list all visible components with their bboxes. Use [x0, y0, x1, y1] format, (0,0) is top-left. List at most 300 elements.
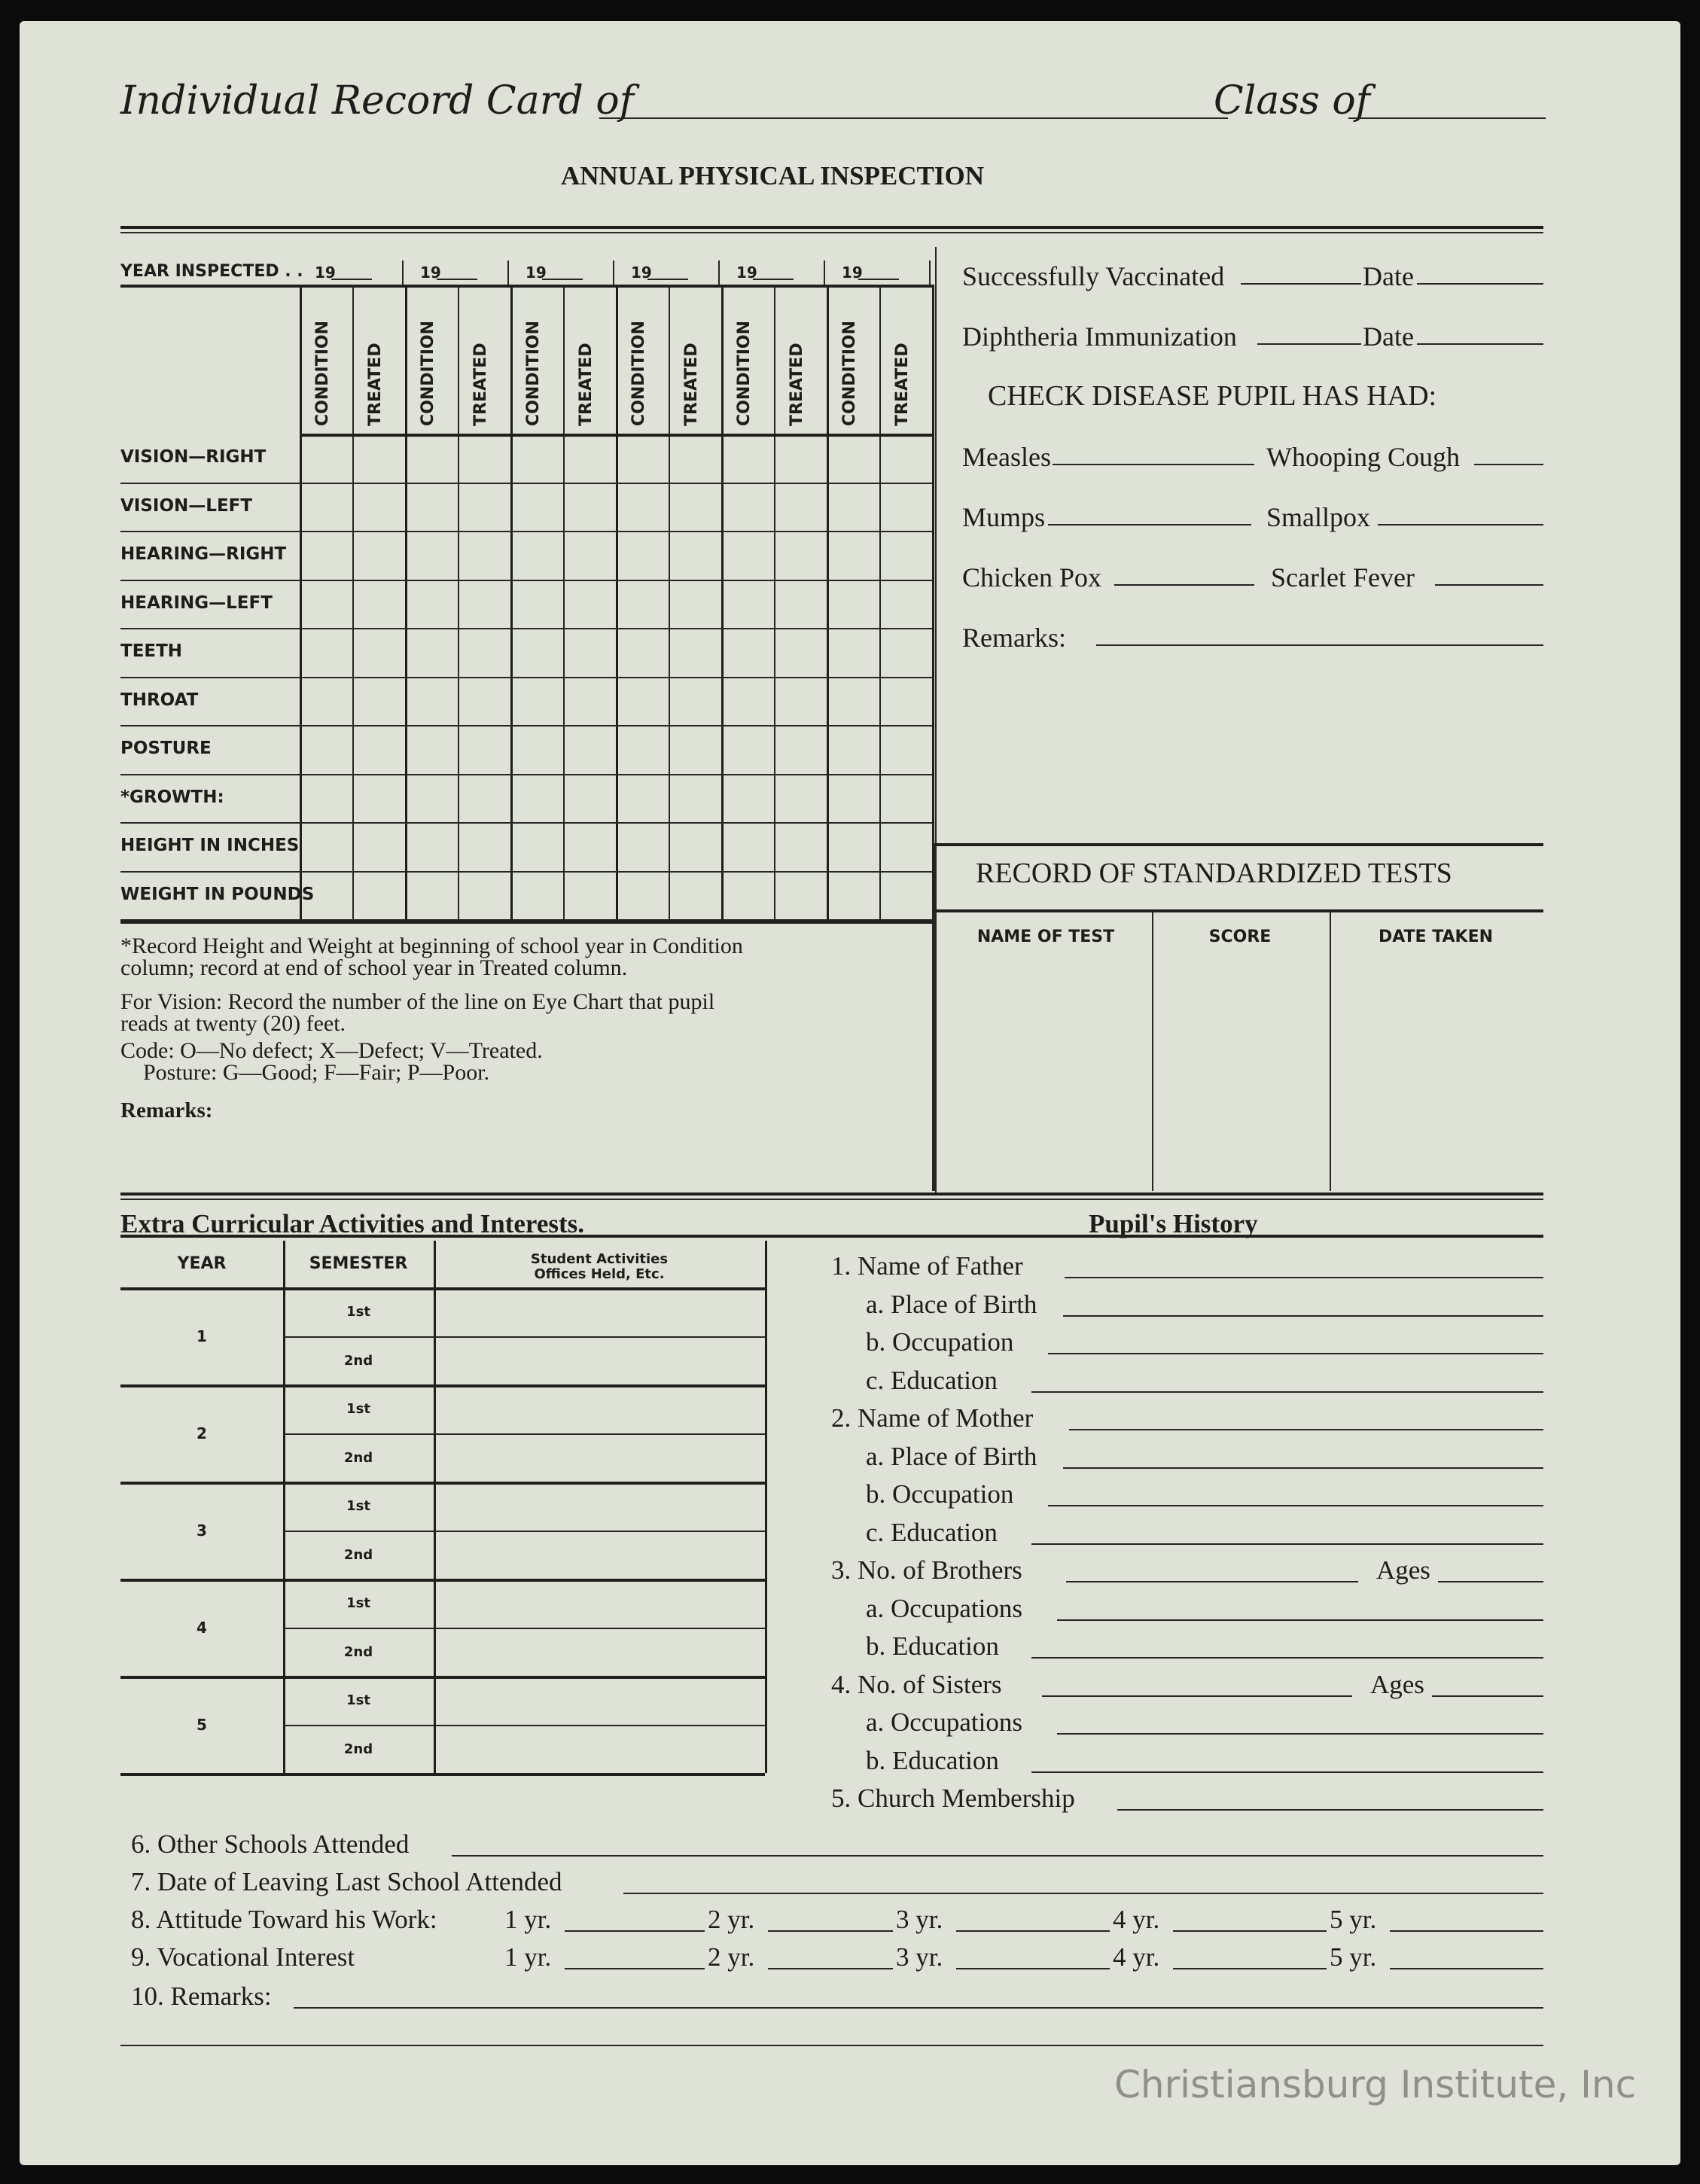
whooping-line[interactable]: [1474, 464, 1543, 465]
inspection-row-label: HEIGHT IN INCHES: [120, 836, 300, 855]
inspection-cell[interactable]: [565, 678, 614, 724]
inspection-cell[interactable]: [301, 532, 351, 578]
class-label: Class of: [1214, 78, 1370, 123]
activity-entry[interactable]: [437, 1485, 762, 1528]
inspection-cell[interactable]: [301, 726, 351, 772]
history-line[interactable]: [1031, 1771, 1543, 1773]
col-condition: CONDITION: [313, 320, 332, 426]
history-label-a-birth: a. Place of Birth: [866, 1441, 1037, 1471]
inspection-row-label: WEIGHT IN POUNDS: [120, 884, 315, 904]
activity-entry[interactable]: [437, 1387, 762, 1430]
history-label-b-education: b. Education: [866, 1745, 999, 1775]
history-line[interactable]: [1117, 1809, 1543, 1811]
section-divider: [932, 902, 934, 1191]
history-label-c-education: c. Education: [866, 1517, 998, 1547]
inspection-cell[interactable]: [881, 678, 931, 724]
year-5-label: 5 yr.: [1330, 1942, 1377, 1972]
history-heading: Pupil's History: [1089, 1209, 1258, 1238]
history-line[interactable]: [1057, 1619, 1543, 1621]
inspection-cell[interactable]: [512, 824, 562, 870]
activity-entry[interactable]: [437, 1582, 762, 1625]
inspection-cell[interactable]: [723, 435, 772, 481]
check-disease-heading: CHECK DISEASE PUPIL HAS HAD:: [988, 380, 1437, 412]
inspection-cell[interactable]: [670, 824, 720, 870]
class-line[interactable]: [1348, 117, 1546, 119]
history-line[interactable]: [1066, 1581, 1358, 1582]
inspection-cell[interactable]: [407, 873, 456, 918]
inspection-cell[interactable]: [775, 581, 825, 627]
inspection-cell[interactable]: [617, 629, 667, 675]
activity-entry[interactable]: [437, 1631, 762, 1674]
activity-year: 4: [197, 1618, 207, 1637]
inspection-cell[interactable]: [407, 435, 456, 481]
inspection-cell[interactable]: [354, 775, 404, 821]
inspection-cell[interactable]: [565, 726, 614, 772]
inspection-cell[interactable]: [617, 435, 667, 481]
inspection-cell[interactable]: [354, 581, 404, 627]
history-label-church: 5. Church Membership: [831, 1783, 1075, 1813]
diphtheria-line[interactable]: [1257, 343, 1361, 345]
inspection-cell[interactable]: [459, 435, 509, 481]
inspection-cell[interactable]: [354, 726, 404, 772]
activity-entry[interactable]: [437, 1436, 762, 1479]
year-4-label: 4 yr.: [1113, 1942, 1160, 1972]
divider: [120, 226, 1543, 229]
inspection-row-label: TEETH: [120, 641, 183, 661]
year-line[interactable]: [858, 279, 899, 280]
inspection-cell[interactable]: [723, 484, 772, 530]
col-treated: TREATED: [788, 343, 806, 426]
inspection-cell[interactable]: [881, 775, 931, 821]
col-treated: TREATED: [682, 343, 701, 426]
inspection-cell[interactable]: [354, 484, 404, 530]
inspection-cell[interactable]: [775, 726, 825, 772]
grid-rule: [120, 921, 932, 924]
inspection-cell[interactable]: [828, 824, 878, 870]
history-line[interactable]: [1069, 1429, 1543, 1430]
inspection-cell[interactable]: [354, 532, 404, 578]
inspection-cell[interactable]: [828, 678, 878, 724]
semester-first: 1st: [346, 1595, 370, 1611]
history-label-b-education: b. Education: [866, 1631, 999, 1661]
remarks-line[interactable]: [1096, 644, 1543, 646]
semester-second: 2nd: [343, 1546, 373, 1563]
year-5-label: 5 yr.: [1330, 1905, 1377, 1934]
history-label-c-education: c. Education: [866, 1365, 998, 1395]
inspection-cell[interactable]: [881, 873, 931, 918]
year-3-label: 3 yr.: [896, 1942, 943, 1972]
inspection-cell[interactable]: [459, 873, 509, 918]
inspection-cell[interactable]: [828, 873, 878, 918]
inspection-cell[interactable]: [354, 678, 404, 724]
inspection-cell[interactable]: [301, 435, 351, 481]
activities-row-line: [283, 1725, 765, 1726]
year-tick: [718, 260, 720, 286]
inspection-cell[interactable]: [881, 824, 931, 870]
divider: [935, 909, 1543, 912]
inspection-cell[interactable]: [881, 629, 931, 675]
inspection-cell[interactable]: [670, 581, 720, 627]
inspection-cell[interactable]: [775, 435, 825, 481]
inspection-cell[interactable]: [512, 873, 562, 918]
inspection-cell[interactable]: [828, 629, 878, 675]
note-line: For Vision: Record the number of the line on Eye Chart that pupil: [120, 989, 715, 1014]
inspection-cell[interactable]: [407, 726, 456, 772]
inspection-cell[interactable]: [723, 824, 772, 870]
col-treated: TREATED: [366, 343, 385, 426]
year-2-label: 2 yr.: [708, 1942, 755, 1972]
year-tick: [824, 260, 825, 286]
inspection-cell[interactable]: [301, 824, 351, 870]
year-tick: [402, 260, 404, 286]
inspection-cell[interactable]: [459, 484, 509, 530]
history-line[interactable]: [1031, 1543, 1543, 1545]
history-line[interactable]: [1048, 1353, 1543, 1354]
semester-first: 1st: [346, 1692, 370, 1708]
activity-entry[interactable]: [437, 1534, 762, 1576]
inspection-cell[interactable]: [775, 678, 825, 724]
chickenpox-label: Chicken Pox: [962, 562, 1101, 592]
year-line[interactable]: [542, 279, 583, 280]
year-cell[interactable]: 19: [842, 263, 863, 282]
inspection-cell[interactable]: [881, 726, 931, 772]
year-line[interactable]: [331, 279, 372, 280]
whooping-label: Whooping Cough: [1266, 442, 1460, 472]
remarks-label: Remarks:: [962, 623, 1066, 653]
inspection-cell[interactable]: [775, 629, 825, 675]
history-line[interactable]: [1031, 1657, 1543, 1659]
tests-heading: RECORD OF STANDARDIZED TESTS: [976, 857, 1452, 889]
history-line[interactable]: [1031, 1391, 1543, 1393]
year-tick: [929, 260, 931, 286]
history-label-a-birth: a. Place of Birth: [866, 1289, 1037, 1319]
inspection-cell[interactable]: [565, 435, 614, 481]
inspection-cell[interactable]: [459, 532, 509, 578]
year-cell[interactable]: 19: [315, 263, 336, 282]
activity-entry[interactable]: [437, 1728, 762, 1771]
vocational-label: 9. Vocational Interest: [131, 1942, 355, 1972]
year-tick: [507, 260, 509, 286]
inspection-row-label: THROAT: [120, 690, 199, 710]
activities-row-line: [283, 1433, 765, 1435]
section-divider: [935, 247, 937, 1193]
attitude-label: 8. Attitude Toward his Work:: [131, 1905, 437, 1934]
inspection-cell[interactable]: [775, 532, 825, 578]
divider: [935, 843, 1543, 846]
inspection-cell[interactable]: [512, 726, 562, 772]
inspection-cell[interactable]: [459, 775, 509, 821]
col-date-taken: DATE TAKEN: [1378, 928, 1494, 946]
inspection-cell[interactable]: [670, 484, 720, 530]
activity-entry[interactable]: [437, 1339, 762, 1382]
activity-year: 5: [197, 1715, 207, 1734]
inspection-cell[interactable]: [407, 484, 456, 530]
inspection-cell[interactable]: [828, 775, 878, 821]
year-1-line[interactable]: [565, 1930, 705, 1932]
inspection-cell[interactable]: [407, 532, 456, 578]
inspection-cell[interactable]: [407, 678, 456, 724]
activities-col-line: [765, 1241, 767, 1773]
remarks-label: Remarks:: [120, 1098, 213, 1122]
scarlet-label: Scarlet Fever: [1271, 562, 1415, 592]
activity-year: 1: [197, 1327, 207, 1345]
activity-year: 3: [197, 1521, 207, 1540]
name-line[interactable]: [599, 117, 1228, 119]
year-1-line[interactable]: [565, 1968, 705, 1969]
inspection-cell[interactable]: [775, 484, 825, 530]
col-treated: TREATED: [577, 343, 596, 426]
inspection-cell[interactable]: [354, 629, 404, 675]
record-card: [20, 21, 1680, 2165]
inspection-cell[interactable]: [723, 629, 772, 675]
ages-label: Ages: [1376, 1555, 1430, 1585]
year-inspected-label: YEAR INSPECTED . .: [120, 262, 303, 281]
inspection-cell[interactable]: [723, 726, 772, 772]
inspection-row-label: POSTURE: [120, 739, 212, 758]
year-cell[interactable]: 19: [631, 263, 652, 282]
inspection-cell[interactable]: [670, 435, 720, 481]
year-4-line[interactable]: [1173, 1930, 1327, 1932]
divider: [120, 1235, 1543, 1238]
inspection-cell[interactable]: [617, 581, 667, 627]
col-year: YEAR: [177, 1254, 227, 1273]
activities-heading: Extra Curricular Activities and Interests.: [120, 1209, 585, 1238]
col-semester: SEMESTER: [309, 1254, 408, 1273]
inspection-cell[interactable]: [828, 581, 878, 627]
history-line[interactable]: [1048, 1505, 1543, 1506]
year-line[interactable]: [753, 279, 794, 280]
inspection-cell[interactable]: [512, 435, 562, 481]
inspection-cell[interactable]: [617, 824, 667, 870]
vaccinated-label: Successfully Vaccinated: [962, 261, 1225, 291]
history-label-b-occupation: b. Occupation: [866, 1327, 1014, 1357]
inspection-cell[interactable]: [565, 484, 614, 530]
activities-row-line: [283, 1336, 765, 1338]
col-treated: TREATED: [471, 343, 490, 426]
inspection-cell[interactable]: [301, 678, 351, 724]
semester-first: 1st: [346, 1498, 370, 1514]
history-line[interactable]: [1063, 1315, 1543, 1317]
year-2-line[interactable]: [768, 1930, 893, 1932]
col-score: SCORE: [1208, 928, 1272, 946]
col-condition: CONDITION: [735, 320, 754, 426]
inspection-cell[interactable]: [723, 678, 772, 724]
ages-line[interactable]: [1432, 1695, 1543, 1697]
year-3-label: 3 yr.: [896, 1905, 943, 1934]
grid-rule: [120, 285, 932, 288]
inspection-cell[interactable]: [407, 824, 456, 870]
inspection-cell[interactable]: [723, 581, 772, 627]
activity-entry[interactable]: [437, 1290, 762, 1333]
year-5-line[interactable]: [1390, 1968, 1543, 1969]
bottom-rule: [120, 2045, 1543, 2046]
year-2-line[interactable]: [768, 1968, 893, 1969]
inspection-cell[interactable]: [512, 629, 562, 675]
inspection-cell[interactable]: [512, 678, 562, 724]
inspection-cell[interactable]: [617, 775, 667, 821]
inspection-cell[interactable]: [881, 532, 931, 578]
vaccinated-line[interactable]: [1241, 283, 1361, 285]
tests-divider: [1330, 911, 1331, 1191]
year-3-line[interactable]: [956, 1930, 1110, 1932]
inspection-cell[interactable]: [407, 581, 456, 627]
other-schools-line[interactable]: [452, 1855, 1543, 1857]
year-4-label: 4 yr.: [1113, 1905, 1160, 1934]
history-line[interactable]: [1057, 1733, 1543, 1735]
inspection-cell[interactable]: [512, 581, 562, 627]
inspection-cell[interactable]: [670, 775, 720, 821]
col-offices: Offices Held, Etc.: [534, 1266, 665, 1282]
date-leaving-line[interactable]: [623, 1893, 1543, 1894]
final-remarks-line[interactable]: [294, 2007, 1543, 2009]
note-line: *Record Height and Weight at beginning of school year in Condition: [120, 934, 743, 958]
inspection-cell[interactable]: [723, 873, 772, 918]
history-line[interactable]: [1063, 1467, 1543, 1469]
col-condition: CONDITION: [629, 320, 648, 426]
chickenpox-line[interactable]: [1114, 584, 1254, 586]
date-leaving-label: 7. Date of Leaving Last School Attended: [131, 1867, 562, 1896]
inspection-row-label: VISION—RIGHT: [120, 447, 267, 467]
page-subtitle: ANNUAL PHYSICAL INSPECTION: [560, 161, 985, 190]
inspection-cell[interactable]: [828, 532, 878, 578]
col-treated: TREATED: [893, 343, 912, 426]
note-line: column; record at end of school year in Treated column.: [120, 955, 628, 980]
inspection-cell[interactable]: [565, 775, 614, 821]
inspection-cell[interactable]: [459, 726, 509, 772]
inspection-cell[interactable]: [723, 775, 772, 821]
inspection-cell[interactable]: [407, 775, 456, 821]
inspection-cell[interactable]: [565, 873, 614, 918]
diphtheria-date-line[interactable]: [1417, 343, 1543, 345]
history-label-brothers: 3. No. of Brothers: [831, 1555, 1022, 1585]
inspection-cell[interactable]: [881, 581, 931, 627]
inspection-cell[interactable]: [617, 532, 667, 578]
semester-second: 2nd: [343, 1449, 373, 1466]
inspection-cell[interactable]: [354, 873, 404, 918]
inspection-cell[interactable]: [828, 435, 878, 481]
inspection-cell[interactable]: [775, 824, 825, 870]
year-1-label: 1 yr.: [504, 1905, 552, 1934]
semester-first: 1st: [346, 1401, 370, 1417]
inspection-cell[interactable]: [512, 775, 562, 821]
inspection-cell[interactable]: [354, 435, 404, 481]
inspection-cell[interactable]: [670, 873, 720, 918]
scarlet-line[interactable]: [1435, 584, 1543, 586]
year-cell[interactable]: 19: [526, 263, 547, 282]
inspection-cell[interactable]: [301, 484, 351, 530]
activities-row-line: [283, 1531, 765, 1532]
measles-label: Measles: [962, 442, 1051, 472]
inspection-row-label: HEARING—LEFT: [120, 592, 273, 613]
smallpox-line[interactable]: [1378, 524, 1543, 525]
inspection-cell[interactable]: [670, 629, 720, 675]
inspection-cell[interactable]: [459, 629, 509, 675]
inspection-cell[interactable]: [459, 678, 509, 724]
inspection-cell[interactable]: [301, 629, 351, 675]
tests-divider: [1152, 911, 1153, 1191]
grid-column-line: [932, 285, 934, 919]
inspection-cell[interactable]: [775, 873, 825, 918]
inspection-cell[interactable]: [881, 484, 931, 530]
inspection-row-label: *GROWTH:: [120, 787, 224, 807]
inspection-cell[interactable]: [512, 484, 562, 530]
year-3-line[interactable]: [956, 1968, 1110, 1969]
inspection-cell[interactable]: [670, 678, 720, 724]
inspection-cell[interactable]: [459, 824, 509, 870]
inspection-cell[interactable]: [617, 484, 667, 530]
inspection-cell[interactable]: [723, 532, 772, 578]
col-activities: Student Activities: [530, 1251, 669, 1267]
date-label: Date: [1363, 321, 1414, 352]
measles-line[interactable]: [1053, 464, 1254, 465]
year-4-line[interactable]: [1173, 1968, 1327, 1969]
inspection-cell[interactable]: [301, 775, 351, 821]
history-label-mother: 2. Name of Mother: [831, 1403, 1034, 1433]
history-label-b-occupation: b. Occupation: [866, 1479, 1014, 1509]
year-line[interactable]: [647, 279, 688, 280]
activities-row-line: [120, 1773, 765, 1776]
inspection-cell[interactable]: [407, 629, 456, 675]
year-2-label: 2 yr.: [708, 1905, 755, 1934]
watermark: Christiansburg Institute, Inc: [1114, 2063, 1637, 2106]
semester-second: 2nd: [343, 1643, 373, 1660]
inspection-cell[interactable]: [565, 629, 614, 675]
history-label-a-occupations: a. Occupations: [866, 1707, 1022, 1737]
inspection-row-label: VISION—LEFT: [120, 495, 253, 516]
activity-entry[interactable]: [437, 1679, 762, 1722]
inspection-cell[interactable]: [775, 775, 825, 821]
inspection-cell[interactable]: [565, 581, 614, 627]
history-line[interactable]: [1065, 1277, 1543, 1278]
inspection-cell[interactable]: [301, 581, 351, 627]
mumps-line[interactable]: [1048, 524, 1251, 525]
inspection-row-label: HEARING—RIGHT: [120, 544, 287, 564]
history-line[interactable]: [1042, 1695, 1352, 1697]
date-label: Date: [1363, 261, 1414, 291]
inspection-cell[interactable]: [881, 435, 931, 481]
inspection-cell[interactable]: [617, 678, 667, 724]
semester-second: 2nd: [343, 1352, 373, 1369]
col-name-of-test: NAME OF TEST: [976, 928, 1115, 946]
note-line: reads at twenty (20) feet.: [120, 1011, 346, 1036]
inspection-cell[interactable]: [565, 824, 614, 870]
vaccinated-date-line[interactable]: [1417, 283, 1543, 285]
inspection-cell[interactable]: [512, 532, 562, 578]
inspection-cell[interactable]: [459, 581, 509, 627]
year-5-line[interactable]: [1390, 1930, 1543, 1932]
semester-second: 2nd: [343, 1741, 373, 1757]
note-line: Code: O—No defect; X—Defect; V—Treated.: [120, 1038, 543, 1063]
inspection-cell[interactable]: [670, 532, 720, 578]
year-tick: [613, 260, 614, 286]
inspection-cell[interactable]: [670, 726, 720, 772]
inspection-cell[interactable]: [617, 873, 667, 918]
divider: [120, 232, 1543, 233]
ages-label: Ages: [1370, 1669, 1424, 1699]
inspection-cell[interactable]: [565, 532, 614, 578]
year-cell[interactable]: 19: [420, 263, 441, 282]
other-schools-label: 6. Other Schools Attended: [131, 1829, 410, 1859]
inspection-cell[interactable]: [617, 726, 667, 772]
activities-col-line: [434, 1241, 436, 1773]
year-line[interactable]: [437, 279, 477, 280]
ages-line[interactable]: [1438, 1581, 1543, 1582]
inspection-cell[interactable]: [828, 484, 878, 530]
history-label-a-occupations: a. Occupations: [866, 1593, 1022, 1623]
inspection-cell[interactable]: [354, 824, 404, 870]
year-cell[interactable]: 19: [736, 263, 757, 282]
inspection-cell[interactable]: [828, 726, 878, 772]
